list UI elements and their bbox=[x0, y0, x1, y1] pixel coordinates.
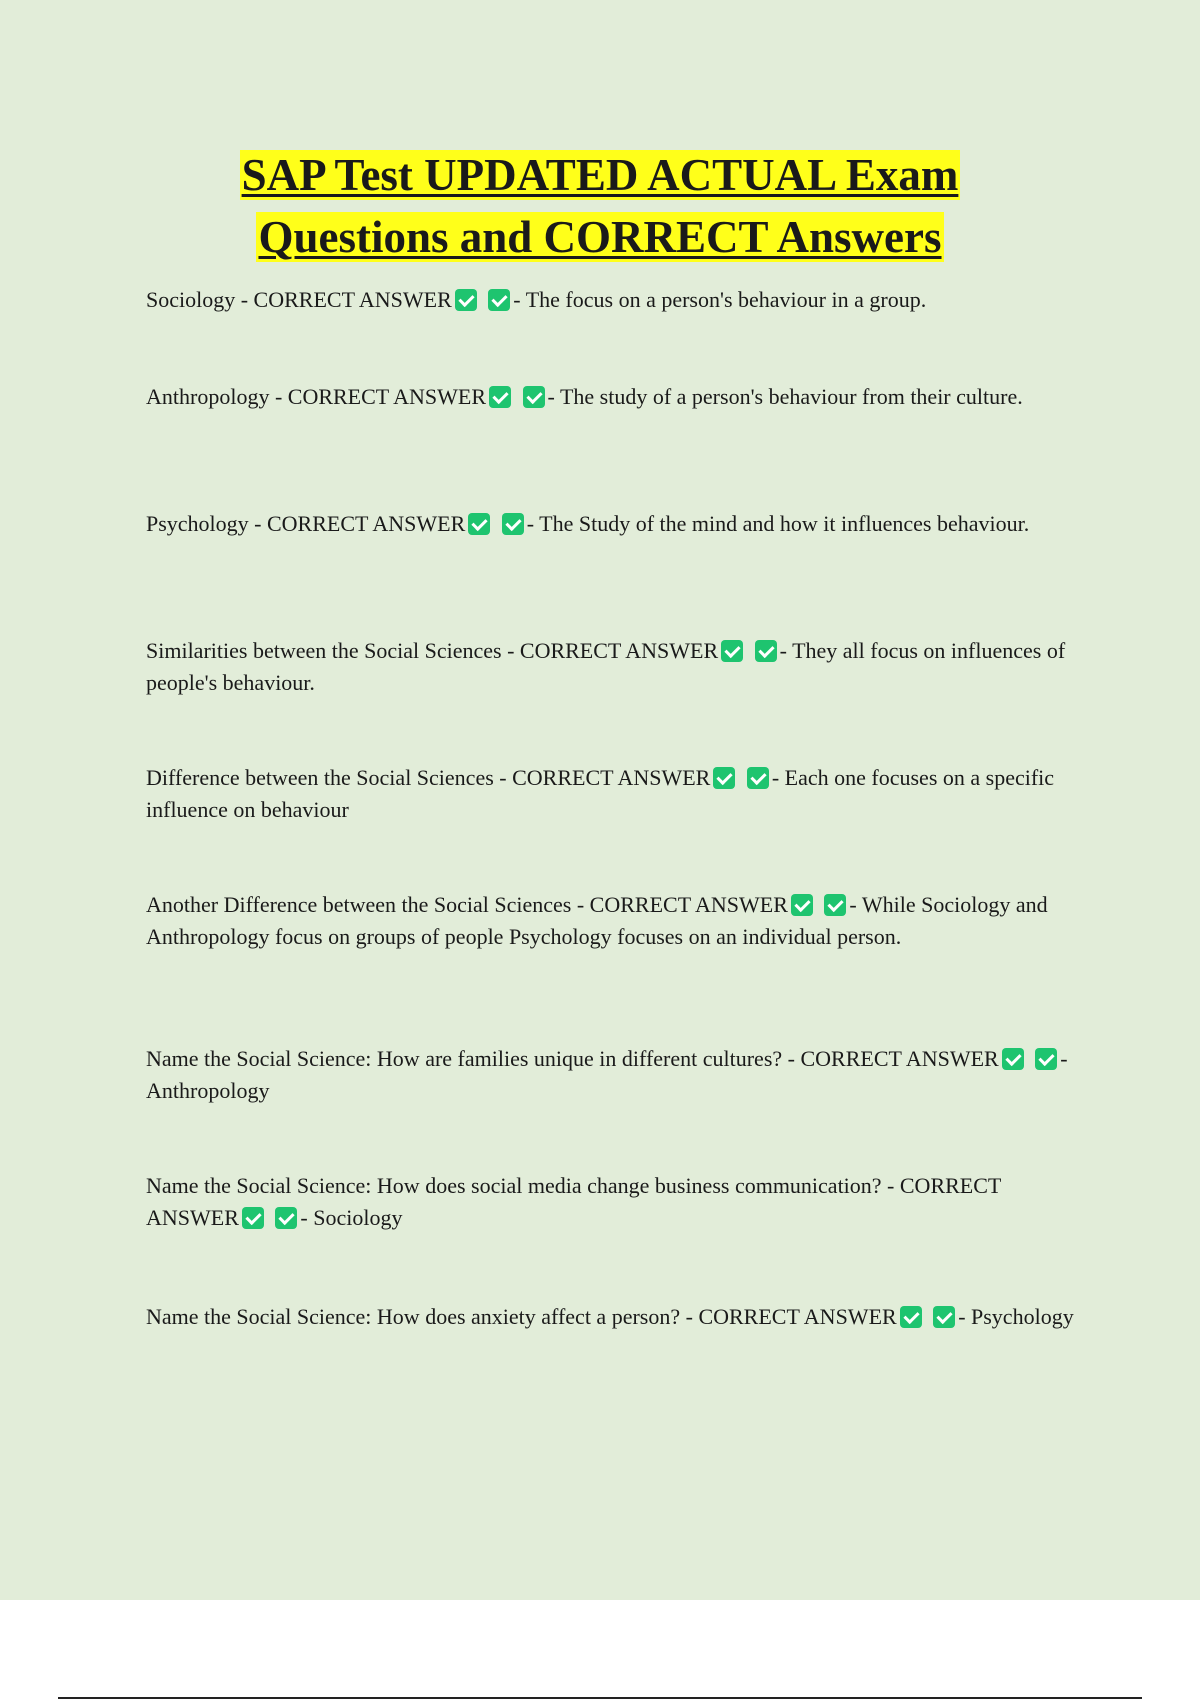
check-mark-icon bbox=[791, 894, 813, 916]
qa-answer: - Psychology bbox=[958, 1304, 1074, 1329]
qa-answer: - While Sociology and Anthropology focus on groups of people Psychology focuses on an individual person. bbox=[146, 892, 1048, 949]
qa-answer: - Sociology bbox=[300, 1205, 403, 1230]
check-mark-icon bbox=[721, 640, 743, 662]
qa-question: Name the Social Science: How does anxiety affect a person? - CORRECT ANSWER bbox=[146, 1304, 897, 1329]
qa-item bbox=[146, 284, 1096, 316]
check-mark-icon bbox=[933, 1306, 955, 1328]
qa-question: Difference between the Social Sciences - CORRECT ANSWER bbox=[146, 765, 711, 790]
check-mark-icon bbox=[1035, 1048, 1057, 1070]
check-mark-icon bbox=[455, 289, 477, 311]
check-mark-icon bbox=[747, 767, 769, 789]
qa-item bbox=[146, 1170, 1096, 1234]
qa-answer: - The focus on a person's behaviour in a group. bbox=[513, 287, 927, 312]
qa-item bbox=[146, 508, 1096, 540]
qa-answer: - They all focus on influences of people's behaviour. bbox=[146, 638, 1066, 695]
check-mark-icon bbox=[275, 1207, 297, 1229]
check-mark-icon bbox=[488, 289, 510, 311]
check-mark-icon bbox=[502, 513, 524, 535]
check-mark-icon bbox=[1002, 1048, 1024, 1070]
title-line-1: SAP Test UPDATED ACTUAL Exam bbox=[241, 150, 959, 200]
qa-answer: - The study of a person's behaviour from their culture. bbox=[547, 384, 1023, 409]
check-mark-icon bbox=[755, 640, 777, 662]
qa-item bbox=[146, 889, 1096, 953]
qa-question: Anthropology - CORRECT ANSWER bbox=[146, 384, 487, 409]
qa-question: Sociology - CORRECT ANSWER bbox=[146, 287, 452, 312]
check-mark-icon bbox=[713, 767, 735, 789]
qa-question: Similarities between the Social Sciences - CORRECT ANSWER bbox=[146, 638, 719, 663]
qa-question: Name the Social Science: How are families unique in different cultures? - CORRECT ANSWER bbox=[146, 1046, 999, 1071]
check-mark-icon bbox=[242, 1207, 264, 1229]
qa-question: Another Difference between the Social Sciences - CORRECT ANSWER bbox=[146, 892, 788, 917]
qa-item bbox=[146, 1301, 1096, 1333]
check-mark-icon bbox=[489, 386, 511, 408]
qa-answer: - Anthropology bbox=[146, 1046, 1068, 1103]
qa-answer: - The Study of the mind and how it influences behaviour. bbox=[526, 511, 1030, 536]
qa-item bbox=[146, 635, 1096, 699]
qa-answer: - Each one focuses on a specific influence on behaviour bbox=[146, 765, 1055, 822]
qa-item bbox=[146, 762, 1096, 826]
title-line-2: Questions and CORRECT Answers bbox=[258, 212, 942, 262]
footer-divider bbox=[58, 1697, 1142, 1699]
check-mark-icon bbox=[523, 386, 545, 408]
check-mark-icon bbox=[468, 513, 490, 535]
qa-question: Name the Social Science: How does social media change business communication? - CORRECT ANSWER bbox=[146, 1173, 1001, 1230]
qa-question: Psychology - CORRECT ANSWER bbox=[146, 511, 466, 536]
check-mark-icon bbox=[900, 1306, 922, 1328]
qa-item bbox=[146, 381, 1096, 413]
document-title bbox=[0, 144, 1200, 268]
qa-item bbox=[146, 1043, 1096, 1107]
check-mark-icon bbox=[824, 894, 846, 916]
